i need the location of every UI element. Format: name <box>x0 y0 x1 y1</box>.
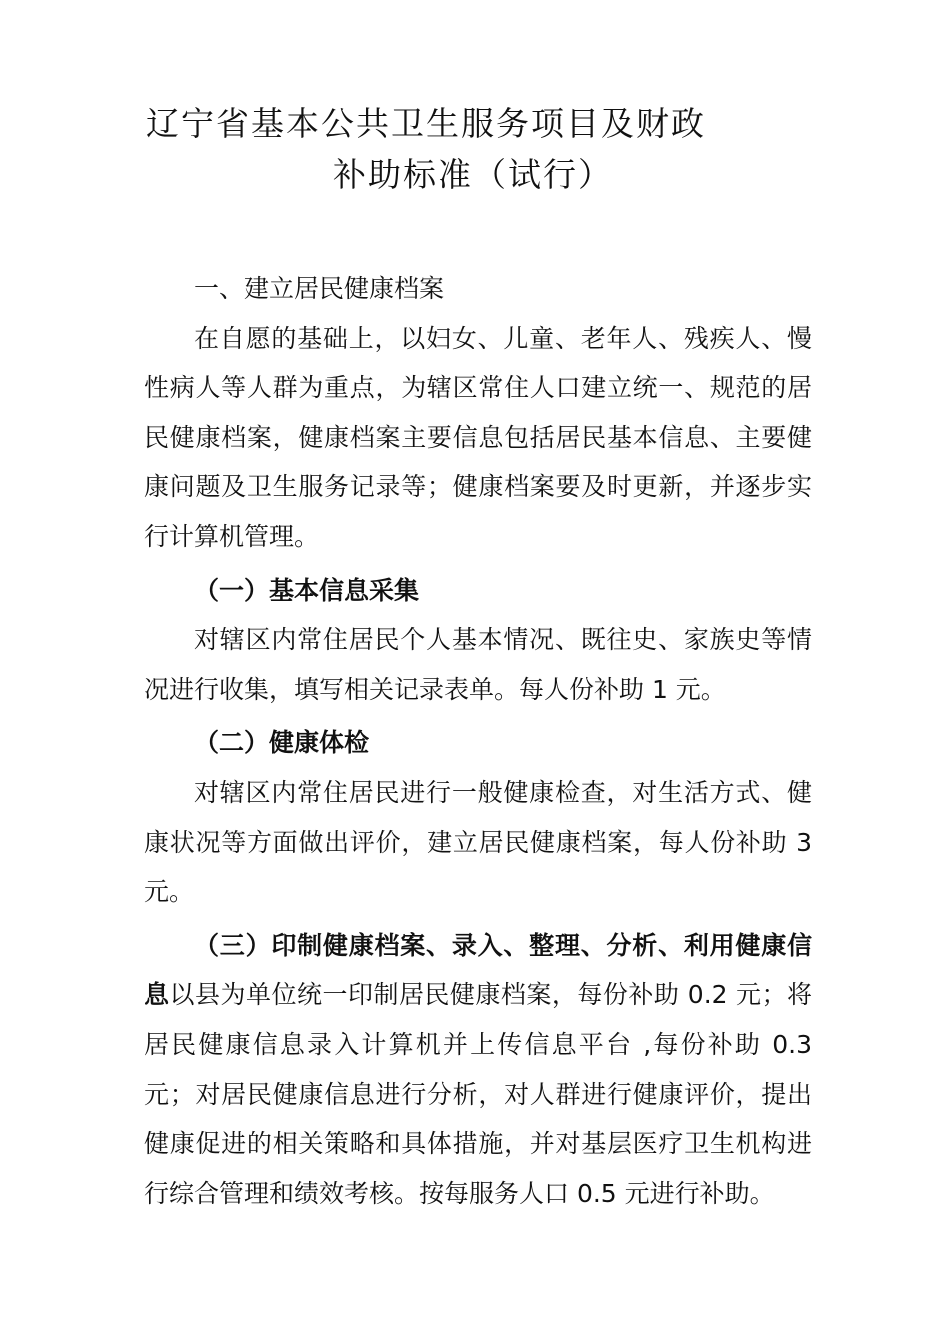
subsection-heading-records: （三）印制健康档案、录入、整理、分析、利用健康信息 <box>144 930 812 1010</box>
document-title-line-1: 辽宁省基本公共卫生服务项目及财政 <box>146 104 706 143</box>
document-title-line-2: 补助标准（试行） <box>333 155 613 194</box>
subsection-paragraph-records <box>144 921 812 1219</box>
section-intro-paragraph: 在自愿的基础上，以妇女、儿童、老年人、残疾人、慢性病人等人群为重点，为辖区常住人口建立统一、规范的居民健康档案，健康档案主要信息包括居民基本信息、主要健康问题及卫生服务记录等；健康档案要及时更新，并逐步实行计算机管理。 <box>144 323 812 551</box>
subsection-text-health-exam: 对辖区内常住居民进行一般健康检查，对生活方式、健康状况等方面做出评价，建立居民健康档案，每人份补助 3 元。 <box>144 777 812 907</box>
document-body <box>144 264 812 1218</box>
subsection-text-records: 以县为单位统一印制居民健康档案，每份补助 0.2 元；将居民健康信息录入计算机并上传信息平台 ,每份补助 0.3 元；对居民健康信息进行分析，对人群进行健康评价，提出健康促进的相关策略和具体措施，并对基层医疗卫生机构进行综合管理和绩效考核。按每服务人口 0.5 元进行补助。 <box>144 980 812 1208</box>
subsection-heading-health-exam: （二）健康体检 <box>194 728 370 758</box>
subsection-heading-basic-info: （一）基本信息采集 <box>194 575 420 605</box>
subsection-text-basic-info: 对辖区内常住居民个人基本情况、既往史、家族史等情况进行收集，填写相关记录表单。每人份补助 1 元。 <box>144 625 812 704</box>
section-heading: 一、建立居民健康档案 <box>194 274 445 303</box>
